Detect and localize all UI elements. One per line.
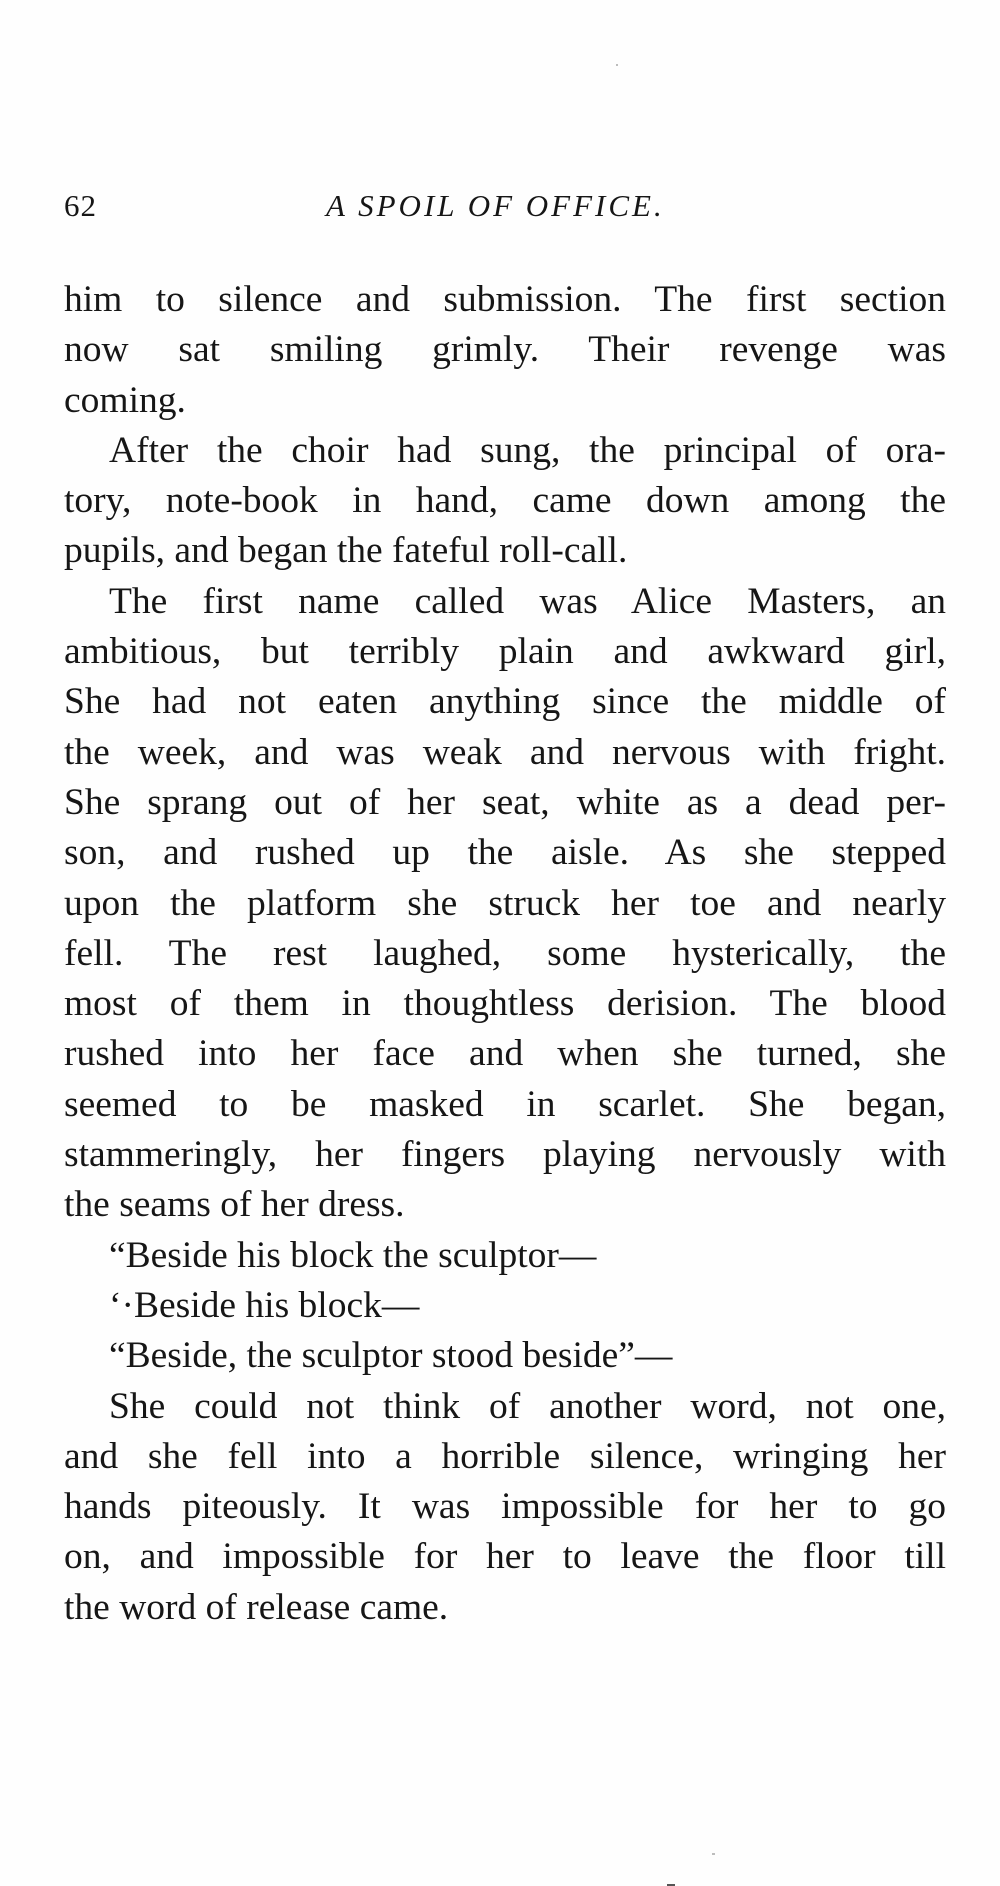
text-line: the seams of her dress. (64, 1184, 405, 1226)
text-line: She sprang out of her seat, white as a dead per- (64, 781, 946, 823)
running-head (64, 188, 946, 238)
text-line: hands piteously. It was impossible for her to go (64, 1486, 946, 1528)
text-line: upon the platform she struck her toe and nearly (64, 882, 946, 924)
verse-line: ‘·Beside his block— (109, 1284, 420, 1326)
text-line: tory, note-book in hand, came down among the (64, 480, 946, 522)
text-line: most of them in thoughtless derision. The blood (64, 983, 946, 1025)
scan-speck (712, 1853, 715, 1855)
running-title: A SPOIL OF OFFICE. (326, 188, 665, 223)
scan-speck (616, 64, 618, 66)
text-line: pupils, and began the fateful roll-call. (64, 530, 628, 572)
body-text (64, 275, 946, 1633)
text-line: seemed to be masked in scarlet. She began, (64, 1083, 946, 1125)
text-line: The first name called was Alice Masters, an (109, 580, 946, 622)
text-line: fell. The rest laughed, some hysterically, the (64, 932, 946, 974)
text-line: coming. (64, 379, 186, 421)
text-line: ambitious, but terribly plain and awkward girl, (64, 631, 946, 673)
text-line: After the choir had sung, the principal of ora- (109, 429, 946, 471)
text-line: stammeringly, her fingers playing nervously with (64, 1134, 946, 1176)
page-number: 62 (64, 188, 97, 223)
text-line: She had not eaten anything since the middle of (64, 681, 946, 723)
text-line: She could not think of another word, not one, (109, 1385, 946, 1427)
verse-line: “Beside his block the sculptor— (109, 1234, 597, 1276)
text-line: rushed into her face and when she turned, she (64, 1033, 946, 1075)
text-line: him to silence and submission. The first section (64, 279, 946, 320)
text-line: son, and rushed up the aisle. As she stepped (64, 832, 946, 874)
text-line: the word of release came. (64, 1586, 449, 1628)
text-line: now sat smiling grimly. Their revenge was (64, 329, 946, 371)
text-line: the week, and was weak and nervous with fright. (64, 731, 946, 773)
text-line: on, and impossible for her to leave the floor till (64, 1536, 946, 1578)
text-line: and she fell into a horrible silence, wringing her (64, 1435, 946, 1477)
verse-line: “Beside, the sculptor stood beside”— (109, 1335, 673, 1377)
